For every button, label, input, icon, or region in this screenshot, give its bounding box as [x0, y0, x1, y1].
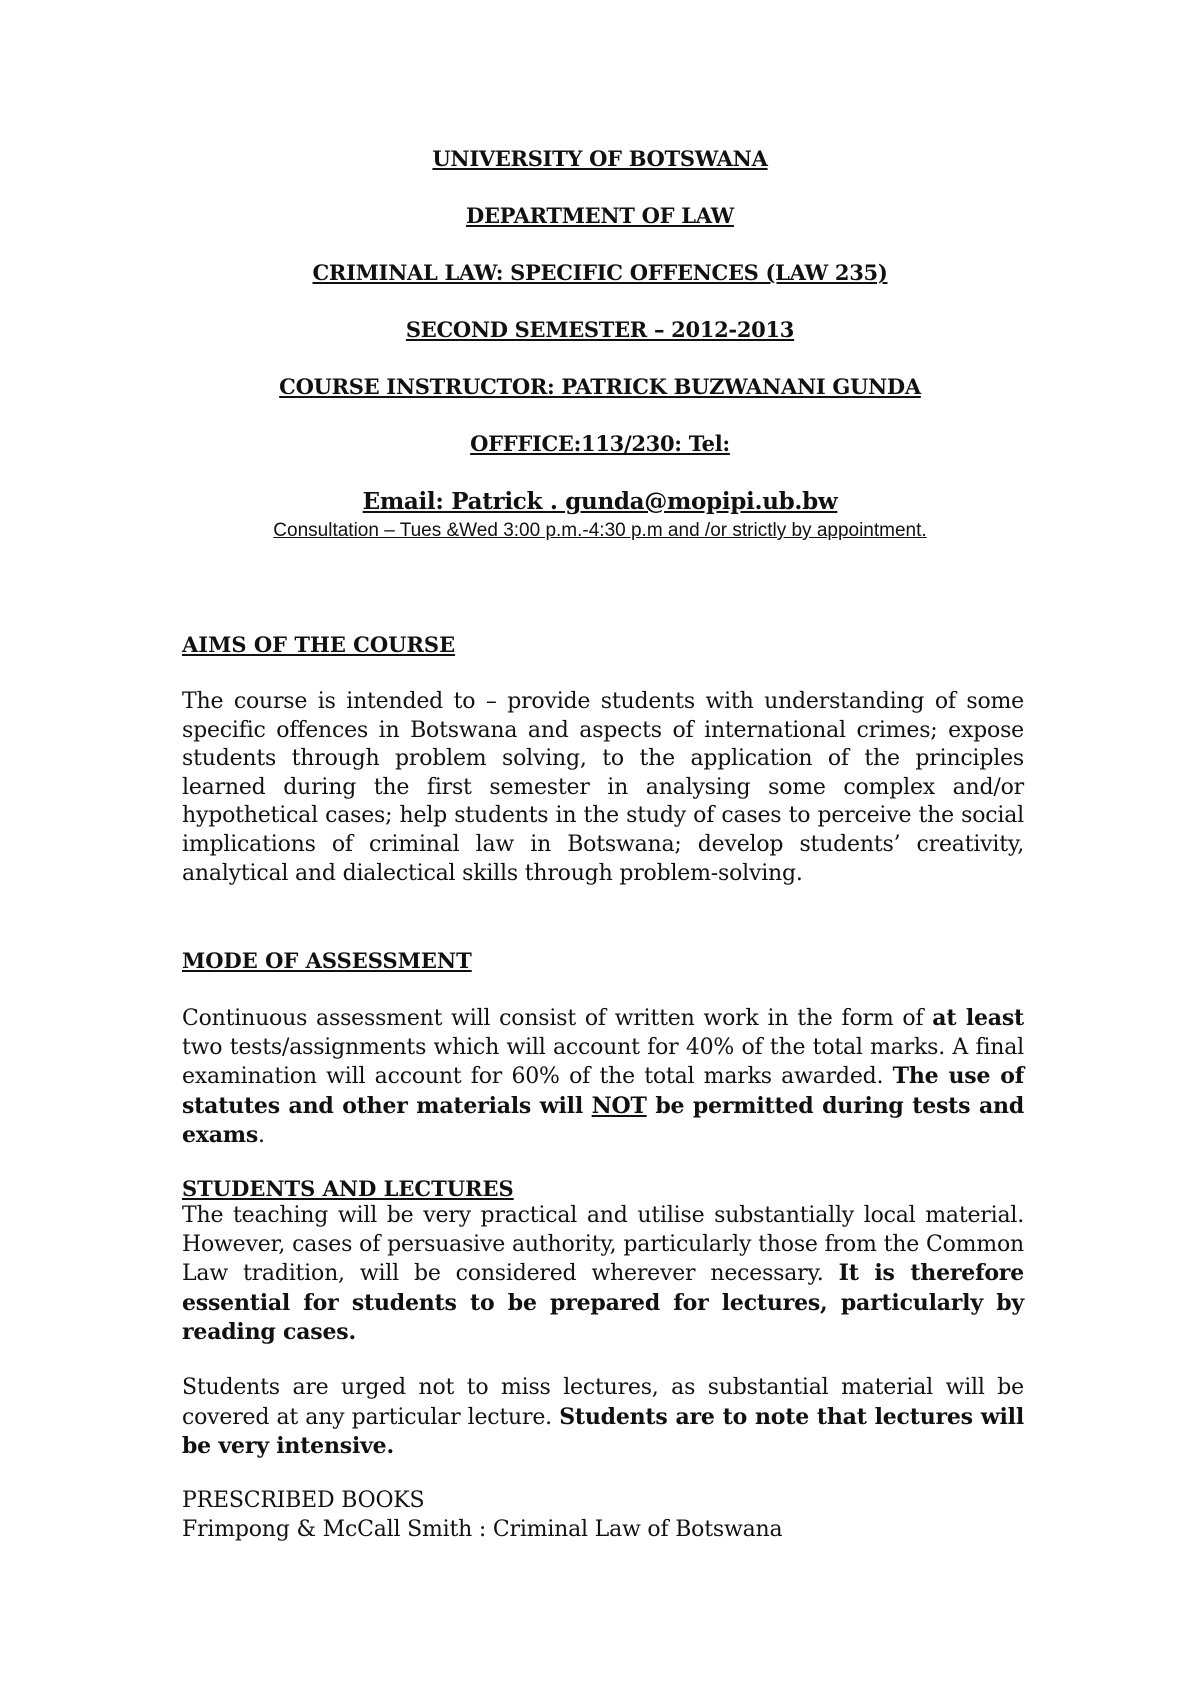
university-title: UNIVERSITY OF BOTSWANA [432, 146, 768, 171]
assessment-text-1: Continuous assessment will consist of written work in the form of [182, 1006, 933, 1031]
office-line: OFFFICE:113/230: Tel: [470, 431, 730, 456]
books-item: Frimpong & McCall Smith : Criminal Law of Botswana [182, 1517, 783, 1542]
assessment-bold-2: The use of statutes and other materials will [182, 1063, 1024, 1119]
lectures-bold-1: It is therefore essential for students to be prepared for lectures, particularly by reading cases. [182, 1260, 1024, 1346]
assessment-paragraph [182, 1004, 1024, 1151]
assessment-text-3: . [258, 1123, 265, 1149]
lectures-paragraph-1 [182, 1202, 1024, 1348]
course-title: CRIMINAL LAW: SPECIFIC OFFENCES (LAW 235) [312, 260, 888, 285]
assessment-heading: MODE OF ASSESSMENT [182, 948, 472, 973]
consultation-line: Consultation – Tues &Wed 3:00 p.m.-4:30 p.m and /or strictly by appointment. [273, 520, 927, 541]
lectures-paragraph-2 [182, 1374, 1024, 1462]
instructor-line: COURSE INSTRUCTOR: PATRICK BUZWANANI GUNDA [279, 374, 921, 399]
lectures-bold-2: Students are to note that lectures will be very intensive. [182, 1403, 1024, 1460]
lectures-heading: STUDENTS AND LECTURES [182, 1176, 514, 1201]
lectures-text-1: The teaching will be very practical and utilise substantially local material. However, cases of persuasive authority, particularly those from the Common Law tradition, will be considered wherever necessary. [182, 1203, 1024, 1287]
semester-title: SECOND SEMESTER – 2012-2013 [405, 317, 795, 342]
assessment-not: NOT [591, 1092, 647, 1119]
books-heading: PRESCRIBED BOOKS [182, 1488, 425, 1513]
lectures-text-2: Students are urged not to miss lectures, as substantial material will be covered at any particular lecture. [182, 1375, 1024, 1430]
assessment-bold-1: at least [932, 1005, 1024, 1031]
aims-heading: AIMS OF THE COURSE [182, 632, 456, 657]
department-title: DEPARTMENT OF LAW [466, 203, 734, 228]
email-line: Email: Patrick . gunda@mopipi.ub.bw [362, 488, 838, 515]
assessment-bold-3: be permitted during tests and exams [182, 1092, 1025, 1149]
assessment-text-2: two tests/assignments which will account for 40% of the total marks. A final examination will account for 60% of the total marks awarded. [182, 1034, 1024, 1090]
aims-paragraph: The course is intended to – provide students with understanding of some specific offences in Botswana and aspects of international crimes; expose students through problem solving, to the application of the principles learned during the first semester in analysing some complex and/or hypothetical cases; help students in the study of cases to perceive the social implications of criminal law in Botswana; develop students’ creativity, analytical and dialectical skills through problem-solving. [182, 689, 1024, 886]
